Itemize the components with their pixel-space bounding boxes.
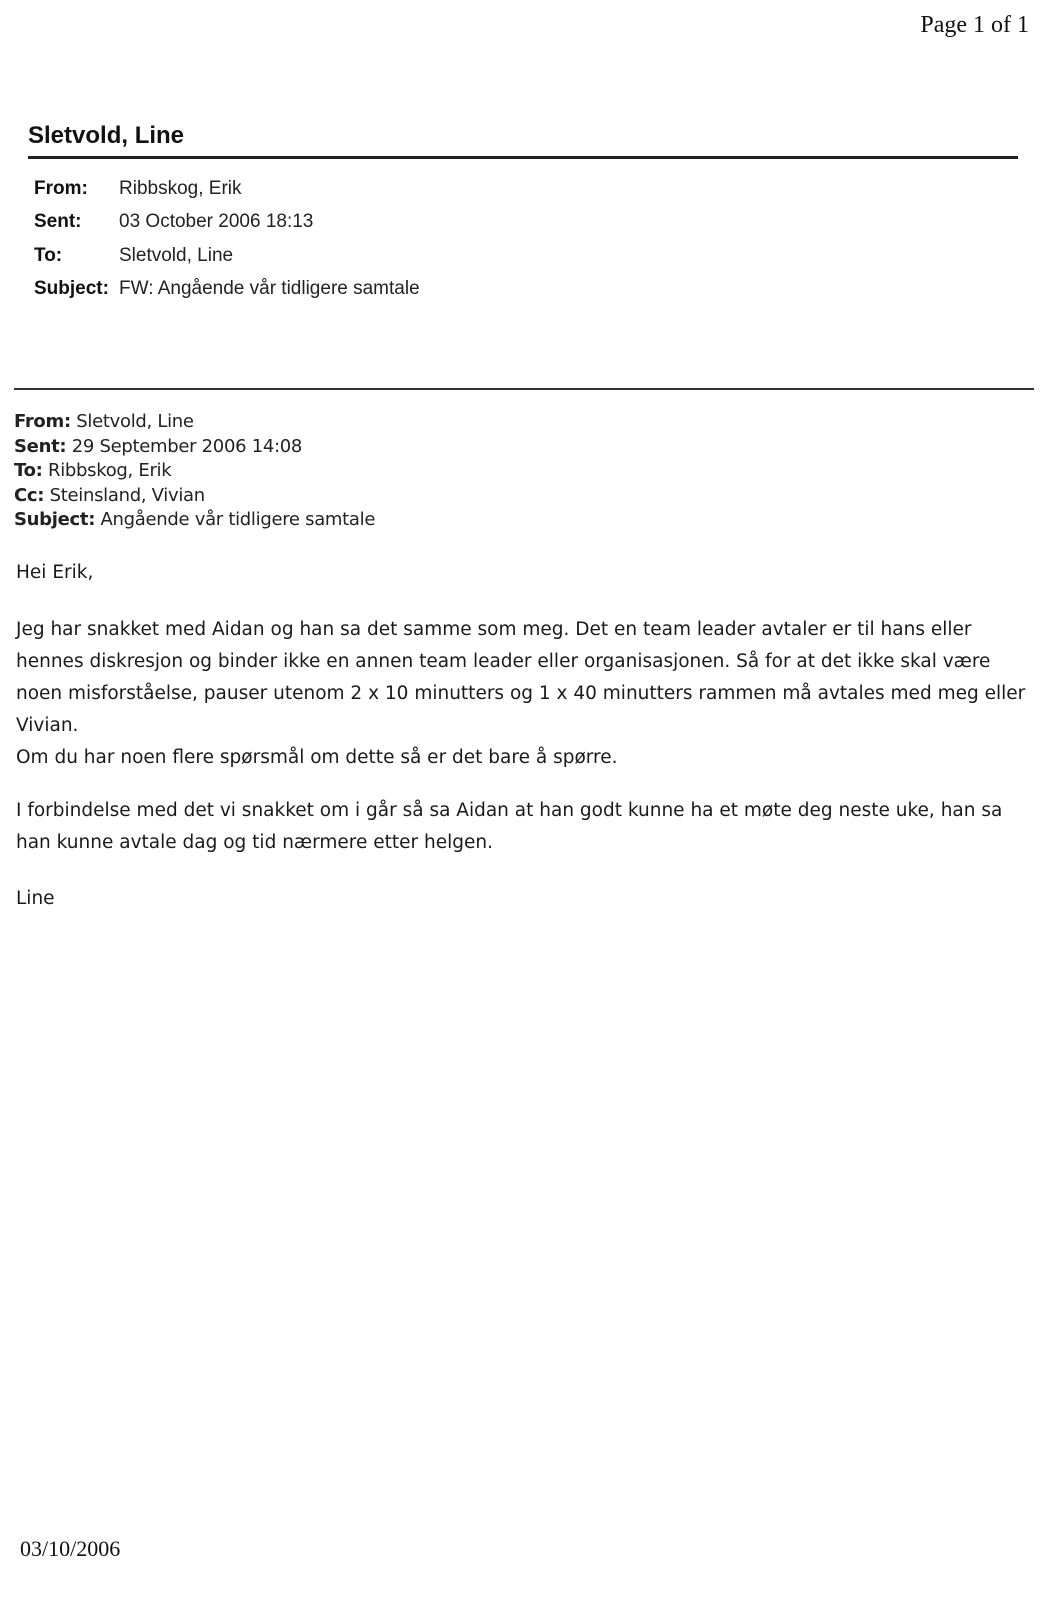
signoff: Line: [16, 888, 55, 909]
to-label: To:: [34, 244, 63, 266]
orig-to-label: To:: [14, 460, 43, 481]
body-paragraph-1: [16, 614, 1041, 774]
from-value: Ribbskog, Erik: [119, 177, 242, 199]
to-row: [34, 239, 420, 273]
subject-value: FW: Angående vår tidligere samtale: [119, 278, 420, 300]
orig-cc-value: Steinsland, Vivian: [49, 484, 205, 506]
subject-label: Subject:: [34, 278, 109, 300]
greeting: Hei Erik,: [16, 562, 94, 583]
title-divider: [28, 156, 1018, 159]
orig-to-row: [14, 459, 375, 484]
orig-from-row: [14, 410, 375, 435]
body-paragraph-1-question: Om du har noen flere spørsmål om dette så er det bare å spørre.: [16, 747, 618, 768]
orig-subject-label: Subject:: [14, 509, 96, 530]
forwarded-message-header: [34, 172, 420, 306]
orig-cc-label: Cc:: [14, 484, 45, 506]
body-paragraph-2: [16, 795, 1041, 859]
body-paragraph-1-text: Jeg har snakket med Aidan og han sa det samme som meg. Det en team leader avtaler er til hans eller hennes diskresjon og binder ikke en annen team leader eller organisasjonen. Så for at det ikke skal være noen misforståelse, pauser utenom 2 x 10 minutters og 1 x 40 minutters rammen må avtales med meg eller Vivian.: [16, 619, 1026, 736]
body-paragraph-2-text: I forbindelse med det vi snakket om i går så sa Aidan at han godt kunne ha et møte deg neste uke, han sa han kunne avtale dag og tid nærmere etter helgen.: [16, 800, 1003, 853]
orig-from-value: Sletvold, Line: [76, 411, 194, 432]
footer-date: 03/10/2006: [20, 1536, 121, 1561]
sent-label: Sent:: [34, 211, 82, 233]
original-message-divider: [14, 388, 1034, 390]
orig-sent-row: [14, 435, 375, 460]
sent-row: [34, 206, 420, 240]
from-row: [34, 172, 420, 206]
orig-from-label: From:: [14, 411, 71, 432]
mailbox-owner-title: Sletvold, Line: [28, 122, 185, 149]
original-message-header: [14, 410, 375, 533]
from-label: From:: [34, 177, 88, 199]
orig-subject-row: [14, 508, 375, 533]
to-value: Sletvold, Line: [119, 244, 234, 266]
subject-row: [34, 273, 420, 307]
orig-cc-row: [14, 484, 375, 509]
page-indicator: Page 1 of 1: [920, 12, 1029, 38]
orig-sent-value: 29 September 2006 14:08: [71, 435, 303, 457]
orig-sent-label: Sent:: [14, 435, 67, 457]
orig-subject-value: Angående vår tidligere samtale: [100, 509, 376, 530]
sent-value: 03 October 2006 18:13: [119, 211, 314, 233]
orig-to-value: Ribbskog, Erik: [47, 460, 172, 481]
